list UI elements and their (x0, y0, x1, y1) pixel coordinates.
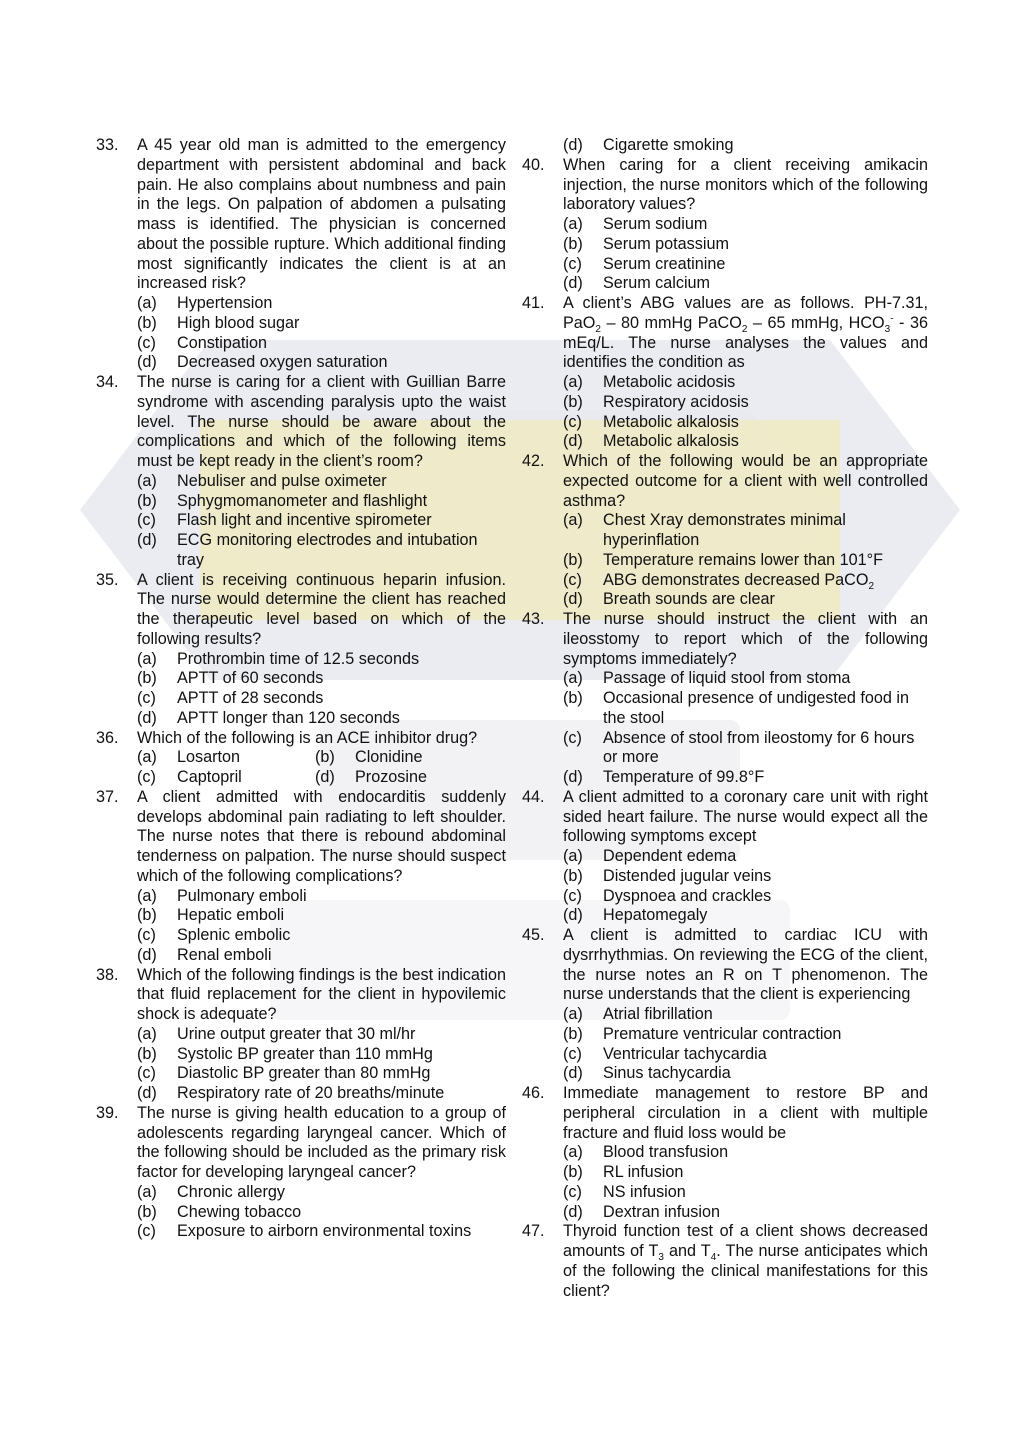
option (96, 1203, 506, 1223)
option (96, 334, 506, 354)
option (96, 492, 506, 512)
option-letter: (a) (137, 748, 157, 767)
text-segment: – 65 mmHg, HCO (747, 313, 885, 332)
option (522, 1163, 928, 1183)
option-letter: (d) (563, 906, 583, 925)
question-38 (96, 966, 506, 1025)
question-text (563, 1222, 928, 1301)
question-number: 37. (96, 787, 119, 806)
text-segment: . The nurse anticipates which of the following the clinical manifestations for this client? (563, 1242, 928, 1300)
option (96, 314, 506, 334)
option-text: Blood transfusion (603, 1143, 729, 1162)
option-letter: (c) (137, 1064, 156, 1083)
option-letter: (d) (137, 1084, 157, 1102)
question-number: 34. (96, 373, 119, 391)
option-letter: (d) (137, 353, 157, 372)
question-36 (96, 729, 506, 749)
option-text: Sphygmomanometer and flashlight (177, 491, 428, 510)
option-letter: (d) (563, 136, 583, 154)
option-letter: (b) (563, 550, 583, 569)
option-letter: (a) (563, 1143, 583, 1162)
option-letter: (a) (137, 649, 157, 668)
text-segment: – 80 mmHg PaCO (600, 313, 742, 332)
question-text (563, 294, 928, 373)
question-text: Which of the following would be an appropriate expected outcome for a client with well controlled asthma? (563, 452, 928, 510)
question-43 (522, 610, 928, 669)
question-number: 33. (96, 136, 119, 154)
option (96, 1183, 506, 1203)
question-number: 46. (522, 1084, 545, 1102)
option (522, 235, 928, 255)
option-text: Nebuliser and pulse oximeter (177, 471, 387, 490)
question-33 (96, 136, 506, 294)
option-text: ECG monitoring electrodes and intubation tray (177, 531, 478, 569)
question-text: A 45 year old man is admitted to the emergency department with persistent abdominal and back pain. He also complains about numbness and pain in the legs. On palpation of abdomen a pulsating mass is identified. The physician is concerned about the possible rupture. Which additional finding most significantly indicates the client is at an increased risk? (137, 136, 506, 293)
option-letter: (d) (563, 432, 583, 451)
option-text: Respiratory rate of 20 breaths/minute (177, 1084, 445, 1102)
option-text: Splenic embolic (177, 926, 291, 944)
option-letter: (b) (563, 1163, 583, 1181)
option-text: Serum creatinine (603, 254, 726, 273)
question-35 (96, 571, 506, 650)
question-44 (522, 788, 928, 847)
option-text: Ventricular tachycardia (603, 1044, 767, 1063)
option-text: NS infusion (603, 1182, 686, 1201)
question-47 (522, 1222, 928, 1301)
option-letter: (c) (137, 768, 156, 786)
option-text: APTT of 28 seconds (177, 689, 324, 707)
question-text: A client admitted to a coronary care unit with right sided heart failure. The nurse would expect all the following symptoms except (563, 787, 928, 846)
subscript: 3 (658, 1252, 664, 1264)
option-text: Diastolic BP greater than 80 mmHg (177, 1064, 431, 1083)
text-segment: A client’s ABG values are as follows. PH-7.31, PaO (563, 294, 928, 332)
option (96, 511, 506, 531)
option-text: Chest Xray demonstrates minimal hyperinflation (603, 511, 846, 549)
option-text: Hypertension (177, 294, 273, 312)
option-letter: (c) (563, 886, 582, 905)
question-46 (522, 1084, 928, 1143)
option (522, 136, 928, 156)
option-text: Systolic BP greater than 110 mmHg (177, 1044, 433, 1063)
text-segment: - 36 mEq/L. The nurse analyses the values and identifies the condition as (563, 313, 928, 372)
option-text: Constipation (177, 333, 267, 352)
option-text: RL infusion (603, 1163, 684, 1181)
option-letter: (c) (137, 333, 156, 352)
option-text: Serum calcium (603, 274, 711, 293)
option-letter: (a) (137, 1182, 157, 1201)
option (522, 1203, 928, 1223)
option-letter: (d) (563, 768, 583, 786)
question-number: 41. (522, 294, 545, 312)
option-letter: (a) (137, 1024, 157, 1043)
question-text: When caring for a client receiving amikacin injection, the nurse monitors which of the following laboratory values? (563, 155, 928, 214)
option (522, 906, 928, 926)
option-row (96, 748, 506, 768)
question-text: Which of the following findings is the best indication that fluid replacement for the client in hypovilemic shock is adequate? (137, 965, 506, 1023)
option (96, 472, 506, 492)
option (96, 1025, 506, 1045)
option-letter: (c) (137, 1222, 156, 1241)
option-letter: (b) (137, 906, 157, 925)
option-row (96, 768, 506, 788)
question-number: 45. (522, 926, 545, 944)
superscript: - (890, 313, 894, 325)
question-41 (522, 294, 928, 373)
option-letter: (b) (137, 1202, 157, 1221)
option-text: Decreased oxygen saturation (177, 353, 388, 372)
option-text: Serum potassium (603, 234, 729, 253)
question-number: 40. (522, 155, 545, 174)
option-text: Pulmonary emboli (177, 886, 307, 905)
question-number: 47. (522, 1222, 545, 1241)
question-45 (522, 926, 928, 1005)
option-text: Sinus tachycardia (603, 1064, 731, 1083)
option-text: Chewing tobacco (177, 1202, 302, 1221)
question-34 (96, 373, 506, 472)
option (522, 274, 928, 294)
option-letter: (b) (137, 313, 157, 332)
option-text: ABG demonstrates decreased PaCO (603, 570, 869, 589)
option (96, 531, 506, 571)
question-text: Immediate management to restore BP and peripheral circulation in a client with multiple fracture and fluid loss would be (563, 1084, 928, 1142)
option (522, 551, 928, 571)
option (96, 1064, 506, 1084)
subscript: 3 (884, 323, 891, 335)
option-letter: (a) (563, 215, 583, 233)
option-text: Occasional presence of undigested food in the stool (603, 689, 909, 727)
option (96, 1084, 506, 1104)
option-letter: (a) (137, 886, 157, 905)
option-letter: (b) (137, 669, 157, 688)
option-letter: (d) (563, 1202, 583, 1221)
option-text: Prozosine (355, 768, 427, 786)
option-text: Prothrombin time of 12.5 seconds (177, 649, 420, 668)
option (522, 867, 928, 887)
option (96, 926, 506, 946)
option-letter: (b) (563, 866, 583, 885)
option-letter: (a) (137, 471, 157, 490)
option-text: APTT longer than 120 seconds (177, 708, 400, 727)
option (522, 432, 928, 452)
option-letter: (c) (563, 728, 582, 747)
option-text: Flash light and incentive spirometer (177, 511, 432, 530)
option-letter: (d) (563, 274, 583, 293)
option-letter: (c) (563, 570, 582, 589)
option-text: Dependent edema (603, 847, 737, 865)
option-text: Distended jugular veins (603, 866, 772, 885)
option-text: Breath sounds are clear (603, 590, 775, 609)
option (96, 946, 506, 966)
option-letter: (b) (563, 392, 583, 411)
option-letter: (b) (315, 748, 335, 767)
option (522, 689, 928, 729)
option (96, 906, 506, 926)
option-letter: (c) (137, 689, 156, 707)
option-letter: (b) (563, 1024, 583, 1043)
option-text: Premature ventricular contraction (603, 1024, 842, 1043)
option-letter: (d) (315, 768, 335, 786)
option (522, 887, 928, 907)
option-text: Exposure to airborn environmental toxins (177, 1222, 472, 1241)
option-text: Chronic allergy (177, 1182, 285, 1201)
option (522, 847, 928, 867)
text-segment: Thyroid function test of a client shows decreased amounts of T (563, 1222, 928, 1260)
option-text: Respiratory acidosis (603, 392, 749, 411)
right-column (522, 136, 928, 1301)
question-39 (96, 1104, 506, 1183)
option-text: Cigarette smoking (603, 136, 734, 154)
option (96, 887, 506, 907)
option (522, 215, 928, 235)
option-letter: (a) (563, 511, 583, 530)
option-text: Renal emboli (177, 945, 272, 964)
subscript: 2 (868, 580, 874, 592)
option (522, 590, 928, 610)
option-letter: (b) (563, 234, 583, 253)
question-number: 36. (96, 728, 119, 747)
subscript: 4 (710, 1252, 717, 1264)
option (522, 1005, 928, 1025)
option (522, 571, 928, 591)
option-letter: (b) (137, 1044, 157, 1063)
option-text: Metabolic acidosis (603, 373, 736, 391)
option-text: Temperature of 99.8°F (603, 768, 765, 786)
option-letter: (c) (563, 1182, 582, 1201)
option (522, 768, 928, 788)
option (522, 373, 928, 393)
option-text: Urine output greater that 30 ml/hr (177, 1024, 416, 1043)
option-letter: (c) (137, 926, 156, 944)
option (522, 1183, 928, 1203)
question-text: The nurse is giving health education to a group of adolescents regarding laryngeal cancer. Which of the following should be included as the primary risk factor for developing laryngeal cancer? (137, 1103, 506, 1181)
option-letter: (d) (563, 590, 583, 609)
question-number: 38. (96, 965, 119, 984)
subscript: 2 (741, 323, 748, 335)
option (522, 669, 928, 689)
option (522, 1025, 928, 1045)
option-text: Absence of stool from ileostomy for 6 hours or more (603, 728, 915, 767)
option-letter: (b) (137, 491, 157, 510)
option-letter: (c) (563, 254, 582, 273)
option-text: Metabolic alkalosis (603, 412, 739, 431)
option-text: Clonidine (355, 748, 423, 767)
option-text: Temperature remains lower than 101°F (603, 550, 883, 569)
option-text: Atrial fibrillation (603, 1005, 713, 1023)
question-number: 35. (96, 570, 119, 589)
option-letter: (d) (137, 945, 157, 964)
question-text: A client is receiving continuous heparin infusion. The nurse would determine the client has reached the therapeutic level based on which of the following results? (137, 570, 506, 648)
option-letter: (a) (563, 669, 583, 688)
option (96, 353, 506, 373)
question-number: 39. (96, 1103, 119, 1122)
option (96, 669, 506, 689)
option-letter: (a) (563, 1005, 583, 1023)
question-text: The nurse should instruct the client with an ileosstomy to report which of the following symptoms immediately? (563, 610, 928, 668)
subscript: 2 (595, 323, 601, 335)
option (96, 294, 506, 314)
question-number: 44. (522, 787, 545, 806)
option-letter: (d) (563, 1064, 583, 1083)
question-number: 42. (522, 452, 545, 470)
option-letter: (b) (563, 689, 583, 707)
option (522, 255, 928, 275)
question-40 (522, 156, 928, 215)
question-text: Which of the following is an ACE inhibitor drug? (137, 728, 478, 747)
option-letter: (a) (137, 294, 157, 312)
option-letter: (a) (563, 373, 583, 391)
option-text: Dextran infusion (603, 1202, 720, 1221)
question-text: A client is admitted to cardiac ICU with dysrrhythmias. On reviewing the ECG of the client, the nurse notes an R on T phenomenon. The nurse understands that the client is experiencing (563, 926, 928, 1004)
question-37 (96, 788, 506, 887)
text-segment: and T (663, 1242, 711, 1260)
option-letter: (c) (137, 511, 156, 530)
option (522, 393, 928, 413)
option-text: Passage of liquid stool from stoma (603, 669, 851, 688)
option-text: Metabolic alkalosis (603, 432, 739, 451)
option-text: Dyspnoea and crackles (603, 886, 772, 905)
option-text: Hepatic emboli (177, 906, 285, 925)
option (522, 729, 928, 769)
option (522, 413, 928, 433)
question-number: 43. (522, 610, 545, 628)
option-letter: (a) (563, 847, 583, 865)
question-text: A client admitted with endocarditis suddenly develops abdominal pain radiating to left shoulder. The nurse notes that there is rebound abdominal tenderness on palpation. The nurse should suspect which of the following complications? (137, 787, 506, 885)
option-letter: (c) (563, 1044, 582, 1063)
option-text: Losarton (177, 748, 240, 767)
option (96, 1045, 506, 1065)
option-text: Captopril (177, 768, 242, 786)
option-letter: (c) (563, 412, 582, 431)
option (522, 1045, 928, 1065)
option (522, 1064, 928, 1084)
option-text: Serum sodium (603, 215, 708, 233)
question-42 (522, 452, 928, 511)
option-letter: (d) (137, 708, 157, 727)
option-text: APTT of 60 seconds (177, 669, 324, 688)
option-letter: (d) (137, 531, 157, 549)
question-text: The nurse is caring for a client with Guillian Barre syndrome with ascending paralysis upto the waist level. The nurse should be aware about the complications and which of the following items must be kept ready in the client’s room? (137, 373, 506, 470)
option (96, 689, 506, 709)
option (522, 511, 928, 551)
option (96, 709, 506, 729)
option (522, 1143, 928, 1163)
option-text: Hepatomegaly (603, 906, 708, 925)
left-column (96, 136, 506, 1242)
option (96, 1222, 506, 1242)
option-text: High blood sugar (177, 313, 300, 332)
option (96, 650, 506, 670)
